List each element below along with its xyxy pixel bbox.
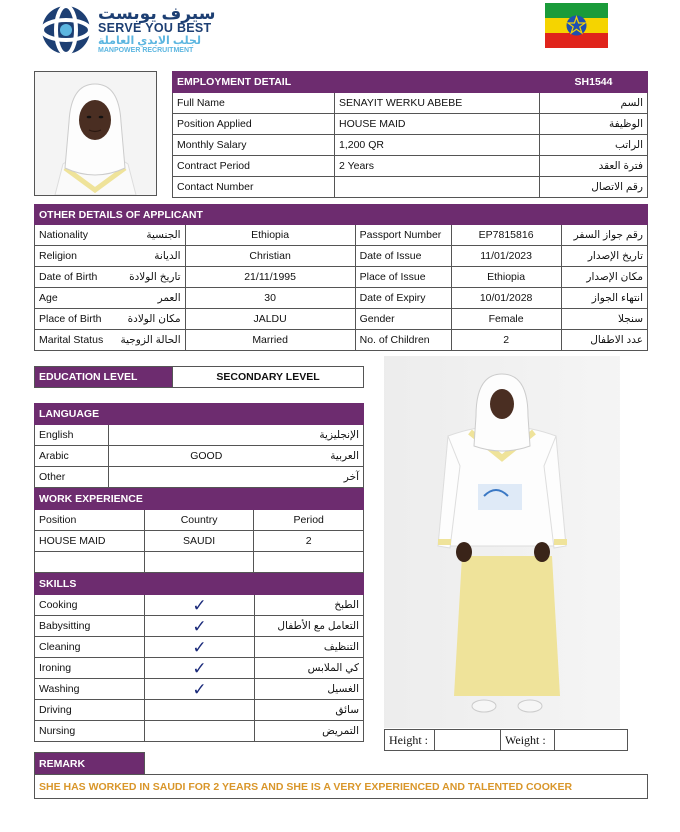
employment-value (335, 177, 540, 198)
other-label-2: Gender (355, 309, 451, 330)
language-row (35, 446, 364, 467)
weight-value (555, 730, 628, 751)
skill-check-cell (145, 721, 255, 742)
other-arabic-label-2: عدد الاطفال (561, 330, 647, 351)
other-arabic-label-2: رقم جواز السفر (561, 225, 647, 246)
other-label: Date of Birth (35, 267, 117, 288)
company-logo (38, 4, 238, 56)
other-details-row (35, 246, 648, 267)
language-label: Arabic (35, 446, 109, 467)
other-value: 30 (185, 288, 355, 309)
employment-label: Contact Number (173, 177, 335, 198)
remark-title: REMARK (35, 753, 145, 775)
measurements-table (384, 729, 628, 751)
applicant-portrait (34, 71, 157, 196)
other-details-title: OTHER DETAILS OF APPLICANT (35, 205, 648, 225)
other-label-2: Passport Number (355, 225, 451, 246)
skill-label: Nursing (35, 721, 145, 742)
employment-value: 1,200 QR (335, 135, 540, 156)
other-label-2: Date of Issue (355, 246, 451, 267)
ethiopia-flag-icon (545, 3, 608, 48)
skill-row (35, 637, 364, 658)
skill-check-cell (145, 700, 255, 721)
work-country (144, 552, 254, 573)
other-arabic-label-2: تاريخ الإصدار (561, 246, 647, 267)
weight-label: Weight : (501, 730, 555, 751)
other-details-row (35, 225, 648, 246)
skill-row (35, 700, 364, 721)
other-value-2: Female (451, 309, 561, 330)
language-table (34, 403, 364, 488)
reference-code: SH1544 (540, 72, 648, 93)
skill-arabic-label: سائق (255, 700, 364, 721)
other-value: JALDU (185, 309, 355, 330)
other-arabic-label: الجنسية (117, 225, 186, 246)
other-value-2: Ethiopia (451, 267, 561, 288)
education-value: SECONDARY LEVEL (173, 367, 364, 388)
language-value (109, 425, 304, 446)
other-arabic-label-2: انتهاء الجواز (561, 288, 647, 309)
skill-label: Cooking (35, 595, 145, 616)
employment-value: SENAYIT WERKU ABEBE (335, 93, 540, 114)
other-label: Marital Status (35, 330, 117, 351)
checkmark-icon: ✓ (192, 595, 207, 615)
skill-row (35, 616, 364, 637)
skill-check-cell (145, 637, 255, 658)
work-column-header: Country (144, 510, 254, 531)
other-label-2: Date of Expiry (355, 288, 451, 309)
language-row (35, 425, 364, 446)
skill-row (35, 679, 364, 700)
checkmark-icon: ✓ (192, 637, 207, 657)
other-value-2: 11/01/2023 (451, 246, 561, 267)
work-period (254, 552, 364, 573)
work-position: HOUSE MAID (35, 531, 145, 552)
employment-label: Full Name (173, 93, 335, 114)
other-details-row (35, 309, 648, 330)
skills-title: SKILLS (35, 574, 255, 595)
language-label: English (35, 425, 109, 446)
employment-value: HOUSE MAID (335, 114, 540, 135)
employment-arabic-label: رقم الاتصال (540, 177, 648, 198)
education-table (34, 366, 364, 388)
work-column-header: Period (254, 510, 364, 531)
other-label-2: Place of Issue (355, 267, 451, 288)
language-arabic-label: العربية (304, 446, 364, 467)
work-experience-title: WORK EXPERIENCE (35, 489, 364, 510)
work-experience-table (34, 488, 364, 573)
employment-arabic-label: فترة العقد (540, 156, 648, 177)
other-details-table (34, 204, 648, 351)
other-arabic-label: العمر (117, 288, 186, 309)
other-label-2: No. of Children (355, 330, 451, 351)
language-title: LANGUAGE (35, 404, 364, 425)
other-arabic-label: مكان الولادة (117, 309, 186, 330)
other-arabic-label: الحالة الزوجية (117, 330, 186, 351)
logo-english: SERVE YOU BEST (98, 21, 212, 35)
other-details-row (35, 288, 648, 309)
skills-table (34, 573, 364, 742)
skill-row (35, 658, 364, 679)
work-period: 2 (254, 531, 364, 552)
employment-row (173, 177, 648, 198)
work-country: SAUDI (144, 531, 254, 552)
employment-row (173, 135, 648, 156)
remark-title-spacer (145, 753, 648, 775)
work-header-row (35, 510, 364, 531)
skill-label: Cleaning (35, 637, 145, 658)
employment-arabic-label: السم (540, 93, 648, 114)
language-arabic-label: آخر (304, 467, 364, 488)
employment-row (173, 93, 648, 114)
other-value: Married (185, 330, 355, 351)
employment-detail-table (172, 71, 648, 198)
other-value: Christian (185, 246, 355, 267)
employment-arabic-label: الراتب (540, 135, 648, 156)
other-label: Place of Birth (35, 309, 117, 330)
skill-label: Babysitting (35, 616, 145, 637)
other-details-row (35, 330, 648, 351)
language-value: GOOD (109, 446, 304, 467)
height-label: Height : (385, 730, 435, 751)
other-details-row (35, 267, 648, 288)
employment-label: Contract Period (173, 156, 335, 177)
other-label: Nationality (35, 225, 117, 246)
education-title: EDUCATION LEVEL (35, 367, 173, 388)
other-arabic-label-2: مكان الإصدار (561, 267, 647, 288)
checkmark-icon: ✓ (192, 616, 207, 636)
logo-arabic-sub: لجلب الايدي العاملة (98, 35, 202, 47)
skill-row (35, 721, 364, 742)
work-column-header: Position (35, 510, 145, 531)
work-row (35, 552, 364, 573)
other-value: 21/11/1995 (185, 267, 355, 288)
skill-check-cell (145, 679, 255, 700)
language-arabic-label: الإنجليزية (304, 425, 364, 446)
employment-label: Monthly Salary (173, 135, 335, 156)
remark-table (34, 752, 648, 799)
other-value-2: 10/01/2028 (451, 288, 561, 309)
skill-check-cell (145, 595, 255, 616)
work-row (35, 531, 364, 552)
other-value-2: 2 (451, 330, 561, 351)
skill-row (35, 595, 364, 616)
employment-row (173, 156, 648, 177)
other-label: Age (35, 288, 117, 309)
logo-tagline: MANPOWER RECRUITMENT (98, 47, 194, 54)
globe-logo-icon (38, 4, 94, 56)
employment-arabic-label: الوظيفة (540, 114, 648, 135)
skill-label: Ironing (35, 658, 145, 679)
employment-detail-title: EMPLOYMENT DETAIL (173, 72, 540, 93)
other-value-2: EP7815816 (451, 225, 561, 246)
work-position (35, 552, 145, 573)
employment-value: 2 Years (335, 156, 540, 177)
language-label: Other (35, 467, 109, 488)
logo-arabic: سيرف يوبست (98, 4, 216, 23)
other-arabic-label-2: سنجلا (561, 309, 647, 330)
language-row (35, 467, 364, 488)
other-label: Religion (35, 246, 117, 267)
skill-label: Driving (35, 700, 145, 721)
other-arabic-label: تاريخ الولادة (117, 267, 186, 288)
language-value (109, 467, 304, 488)
skill-arabic-label: التعامل مع الأطفال (255, 616, 364, 637)
skill-check-cell (145, 616, 255, 637)
applicant-full-photo (384, 356, 620, 728)
skill-label: Washing (35, 679, 145, 700)
skill-check-cell (145, 658, 255, 679)
checkmark-icon: ✓ (192, 679, 207, 699)
other-arabic-label: الديانة (117, 246, 186, 267)
skills-title-spacer (255, 574, 364, 595)
skill-arabic-label: الطبخ (255, 595, 364, 616)
remark-text: SHE HAS WORKED IN SAUDI FOR 2 YEARS AND SHE IS A VERY EXPERIENCED AND TALENTED COOKER (35, 775, 648, 799)
skill-arabic-label: الغسيل (255, 679, 364, 700)
skill-arabic-label: التنظيف (255, 637, 364, 658)
employment-label: Position Applied (173, 114, 335, 135)
skill-arabic-label: كي الملابس (255, 658, 364, 679)
height-value (435, 730, 501, 751)
employment-row (173, 114, 648, 135)
other-value: Ethiopia (185, 225, 355, 246)
checkmark-icon: ✓ (192, 658, 207, 678)
skill-arabic-label: التمريض (255, 721, 364, 742)
